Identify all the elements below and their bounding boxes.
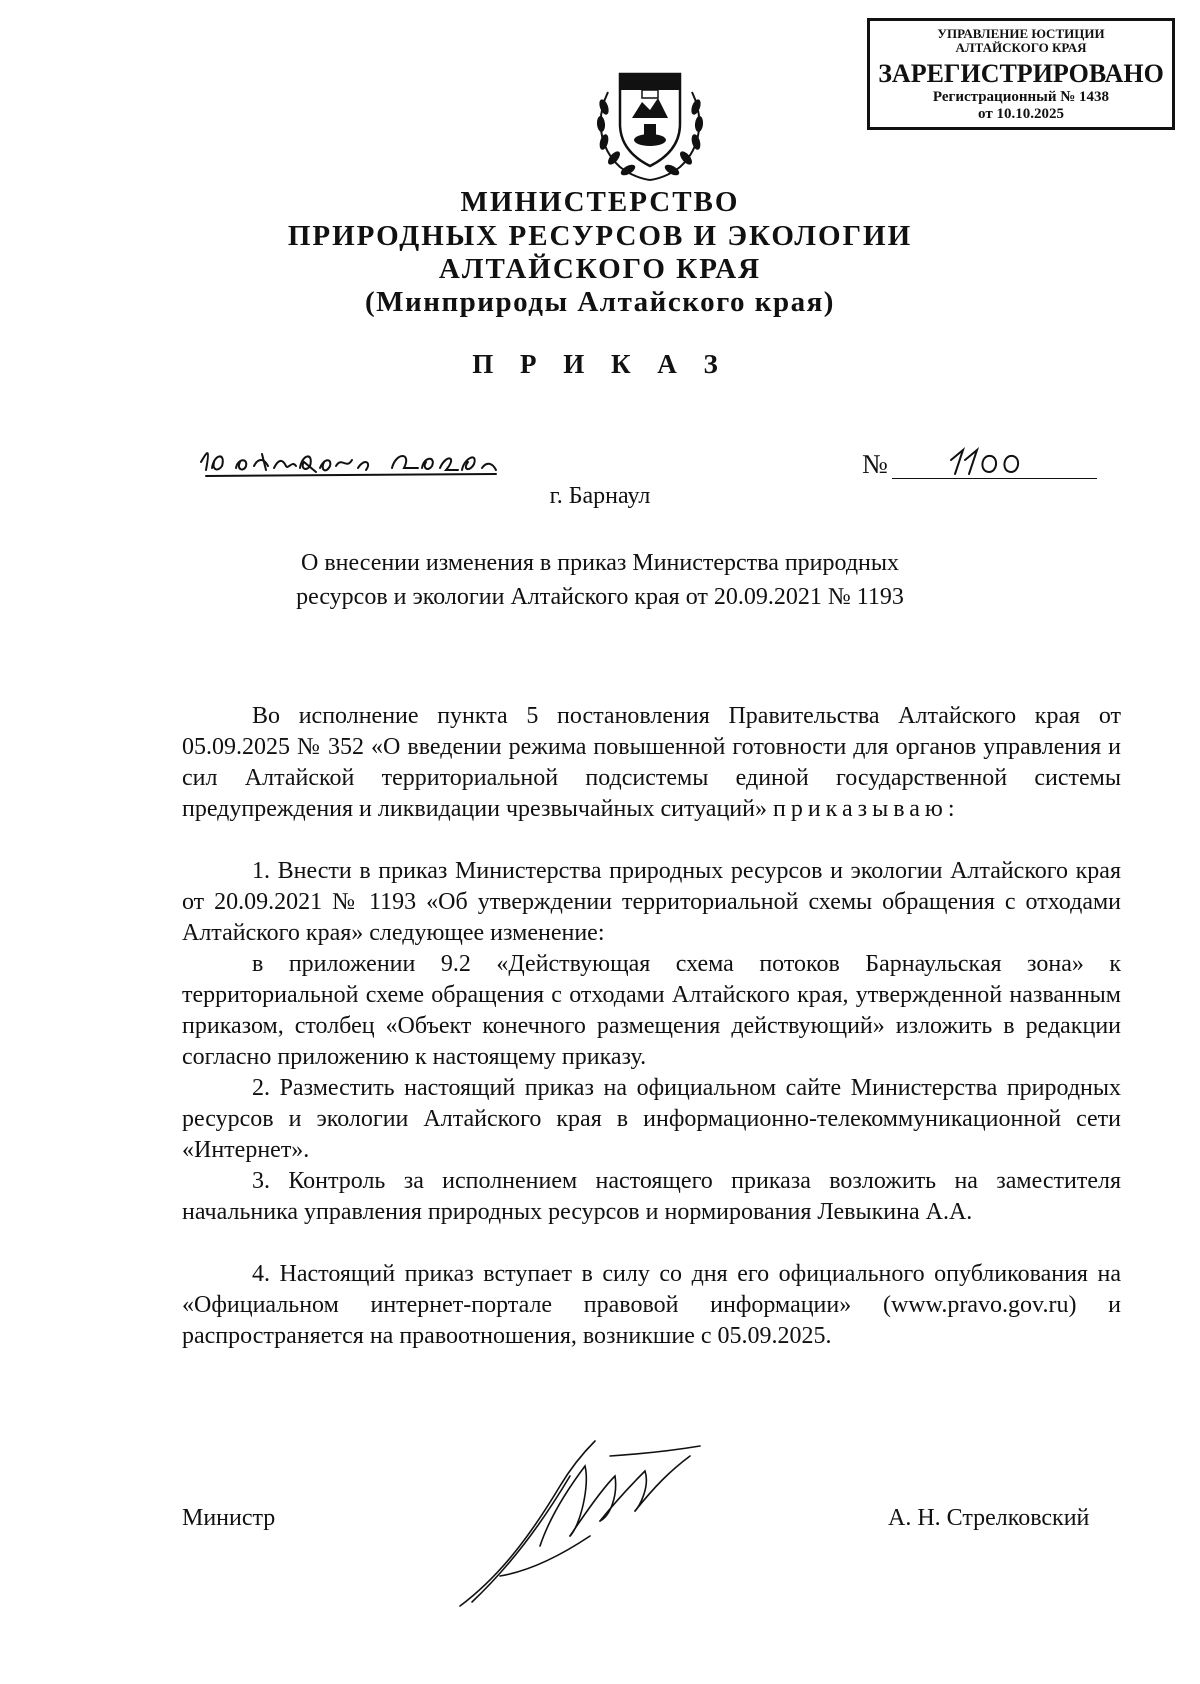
order-subject [0, 546, 1200, 614]
ministry-name-line1: МИНИСТЕРСТВО [460, 186, 740, 218]
stamp-reg-date: от 10.10.2025 [978, 106, 1064, 122]
order-number-label: № [862, 449, 888, 479]
clause-1-detail: в приложении 9.2 «Действующая схема потоков Барнаульская зона» к территориальной схеме обращения с отходами Алтайского края, утвержденной названным приказом, столбец «Объект конечного размещения действующий» изложить в редакции согласно приложению к настоящему приказу. [182, 951, 1121, 1070]
document-type-title: П Р И К А З [472, 349, 728, 379]
order-directive-word: приказываю: [772, 796, 960, 822]
ministry-name-line2: ПРИРОДНЫХ РЕСУРСОВ И ЭКОЛОГИИ [287, 220, 913, 252]
ministry-short-name: (Минприроды Алтайского края) [365, 286, 835, 318]
signatory-name: А. Н. Стрелковский [888, 1505, 1090, 1531]
intro-paragraph [182, 701, 1121, 825]
stamp-reg-number: Регистрационный № 1438 [932, 89, 1110, 105]
order-number-underline [892, 478, 1097, 479]
registration-stamp [867, 18, 1175, 130]
handwritten-signature [440, 1426, 720, 1616]
clause-3: 3. Контроль за исполнением настоящего приказа возложить на заместителя начальника управления природных ресурсов и нормирования Левыкина А.А. [182, 1168, 1121, 1225]
stamp-status: ЗАРЕГИСТРИРОВАНО [878, 59, 1164, 88]
handwritten-date [196, 440, 516, 480]
stamp-org-line1: УПРАВЛЕНИЕ ЮСТИЦИИ [937, 26, 1105, 41]
coat-of-arms-emblem [590, 62, 710, 186]
order-subject-line2: ресурсов и экологии Алтайского края от 20.09.2021 № 1193 [296, 584, 904, 610]
city-name: г. Барнаул [549, 483, 651, 509]
signatory-title: Министр [182, 1505, 276, 1531]
clause-1: 1. Внести в приказ Министерства природных ресурсов и экологии Алтайского края от 20.09.2021 № 1193 «Об утверждении территориальной схемы обращения с отходами Алтайского края» следующее изменение: [182, 858, 1121, 946]
clause-4: 4. Настоящий приказ вступает в силу со дня его официального опубликования на «Официальном интернет-портале правовой информации» (www.pravo.gov.ru) и распространяется на правоотношения, возникшие с 05.09.2025. [182, 1261, 1121, 1349]
handwritten-order-number [945, 446, 1025, 476]
order-subject-line1: О внесении изменения в приказ Министерства природных [300, 550, 900, 576]
stamp-org-line2: АЛТАЙСКОГО КРАЯ [955, 40, 1087, 55]
ministry-name-line3: АЛТАЙСКОГО КРАЯ [438, 253, 762, 285]
clause-2: 2. Разместить настоящий приказ на официальном сайте Министерства природных ресурсов и экологии Алтайского края в информационно-телекоммуникационной сети «Интернет». [182, 1075, 1121, 1163]
intro-text: Во исполнение пункта 5 постановления Правительства Алтайского края от 05.09.2025 № 352 «О введении режима повышенной готовности для органов управления и сил Алтайской территориальной подсистемы единой государственной системы предупреждения и ликвидации чрезвычайных ситуаций» [182, 703, 1121, 822]
